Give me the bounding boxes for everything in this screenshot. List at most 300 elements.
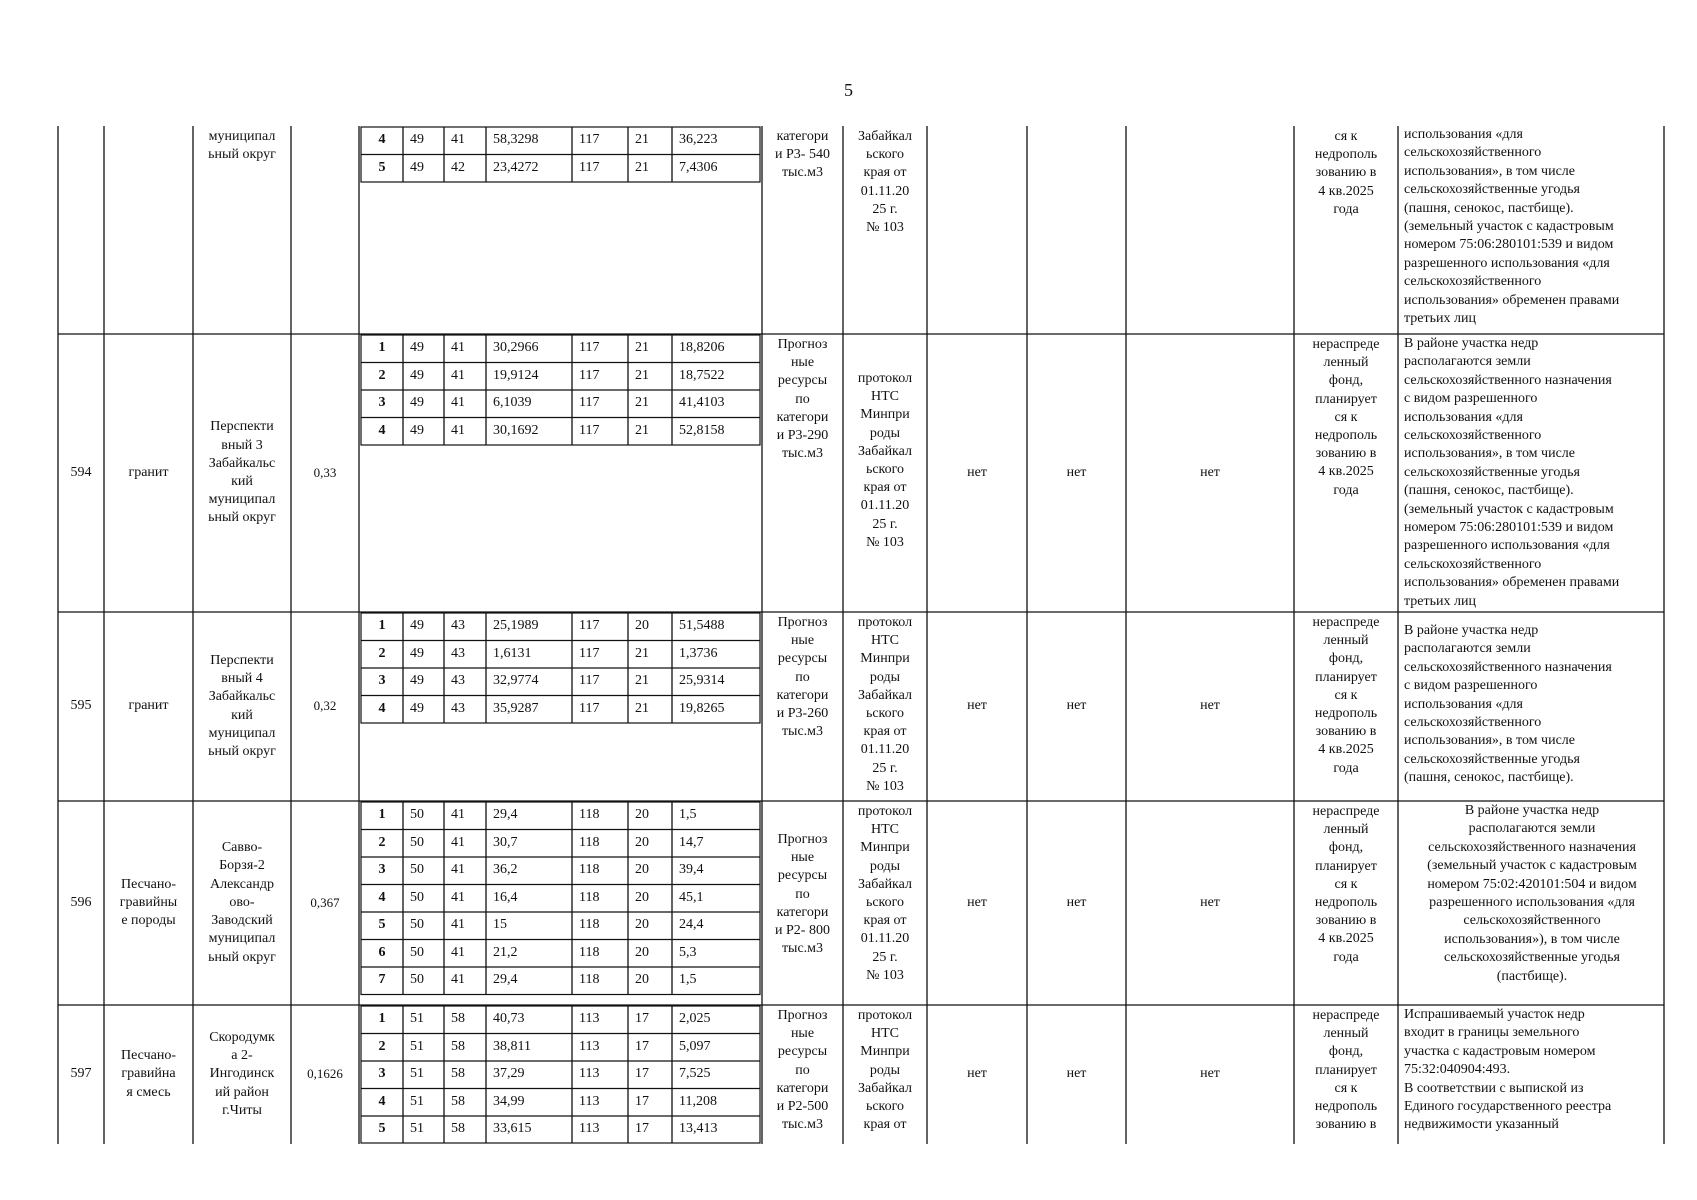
- description-line: сельскохозяйственного назначения: [1404, 372, 1612, 388]
- coord-value: 20: [635, 807, 649, 822]
- forecast-resources-line: по: [795, 886, 810, 902]
- coord-value: 36,223: [679, 132, 718, 147]
- coord-value: 15: [493, 917, 507, 932]
- protocol-info-line: края от: [863, 724, 907, 740]
- coord-value: 23,4272: [493, 159, 539, 175]
- fund-status-line: ленный: [1323, 633, 1369, 649]
- continued-protocol-line: ьского: [865, 147, 905, 163]
- coord-value: 113: [579, 1093, 600, 1109]
- coord-point-number: 1: [378, 1011, 386, 1026]
- coord-value: 41: [451, 917, 465, 932]
- coord-value: 20: [635, 862, 649, 877]
- coord-value: 20: [635, 944, 649, 960]
- continued-resources: [762, 128, 843, 188]
- forecast-resources-line: и Р2- 800: [775, 923, 830, 939]
- coord-value: 25,1989: [493, 618, 539, 633]
- description-line: (пашня, сенокос, пастбище).: [1404, 770, 1574, 786]
- coord-value: 13,413: [679, 1121, 718, 1136]
- description-line: разрешенного использования «для: [1404, 255, 1610, 271]
- protocol-info-line: протокол: [857, 371, 913, 386]
- coord-value: 113: [579, 1038, 600, 1054]
- description-line: сельскохозяйственные угодья: [1404, 464, 1580, 480]
- fund-status-line: планирует: [1315, 669, 1377, 685]
- coord-value: 21: [635, 645, 649, 661]
- forecast-resources-line: Прогноз: [777, 1008, 828, 1023]
- protocol-info: [843, 614, 927, 801]
- coord-value: 24,4: [679, 917, 704, 932]
- coord-value: 51: [410, 1066, 424, 1081]
- fund-status-line: года: [1333, 760, 1359, 776]
- coord-point-number: 4: [378, 1093, 386, 1109]
- description-line: Испрашиваемый участок недр: [1404, 1007, 1585, 1022]
- protocol-info-line: Забайкал: [858, 443, 912, 459]
- coord-value: 118: [579, 807, 600, 822]
- coord-value: 49: [410, 159, 424, 175]
- protocol-info-line: 25 г.: [872, 949, 898, 965]
- coord-value: 33,615: [493, 1121, 532, 1136]
- site-name-line: муниципал: [208, 725, 276, 741]
- continued-resources-line: и Р3- 540: [775, 147, 830, 163]
- coord-value: 21: [635, 673, 649, 688]
- description-line: сельскохозяйственного назначения: [1428, 839, 1636, 855]
- coord-value: 49: [410, 673, 424, 688]
- site-name-line: Скородумк: [209, 1029, 275, 1045]
- site-name-line: Заводский: [211, 913, 273, 929]
- fund-status-line: ленный: [1323, 1026, 1369, 1042]
- fund-status-line: недрополь: [1314, 706, 1378, 722]
- coord-value: 49: [410, 367, 424, 383]
- protocol-info-line: ьского: [865, 462, 905, 478]
- mineral-type-line: гранит: [128, 464, 169, 480]
- coord-point-number: 3: [378, 395, 386, 410]
- coord-value: 41: [451, 972, 465, 987]
- protocol-info-line: 25 г.: [872, 760, 898, 776]
- fund-status: [1294, 336, 1398, 612]
- coord-value: 34,99: [493, 1093, 525, 1109]
- site-name-line: муниципал: [208, 492, 276, 508]
- forecast-resources-line: по: [795, 391, 810, 407]
- protocol-info-line: № 103: [866, 778, 904, 794]
- protocol-info-line: Забайкал: [858, 687, 912, 703]
- coord-value: 16,4: [493, 889, 518, 905]
- forecast-resources: [762, 831, 843, 971]
- continued-district-line: муниципал: [208, 129, 276, 144]
- site-name-line: ьный округ: [208, 949, 276, 965]
- coord-value: 118: [579, 862, 600, 877]
- continued-district-line: ьный округ: [208, 147, 276, 163]
- coord-value: 19,8265: [679, 700, 725, 716]
- coord-value: 58: [451, 1093, 465, 1109]
- forecast-resources-line: ные: [790, 1026, 815, 1042]
- description-line: (земельный участок с кадастровым: [1404, 219, 1614, 235]
- coord-value: 43: [451, 673, 465, 688]
- coord-value: 19,9124: [493, 367, 539, 383]
- continued-status-line: года: [1333, 201, 1359, 217]
- coord-value: 118: [579, 917, 600, 932]
- site-name-line: Александр: [210, 876, 274, 892]
- coord-value: 50: [410, 834, 424, 850]
- row-number: 596: [70, 894, 92, 910]
- coord-value: 49: [410, 340, 424, 355]
- protocol-info-line: Минпри: [860, 1044, 910, 1060]
- coord-value: 5,3: [679, 944, 697, 960]
- continued-protocol-line: края от: [863, 165, 907, 181]
- description-line: (пашня, сенокос, пастбище).: [1404, 200, 1574, 216]
- fund-status-line: фонд,: [1328, 651, 1364, 667]
- site-name-line: Борзя-2: [219, 858, 265, 874]
- column-b-value: нет: [1066, 464, 1087, 480]
- fund-status: [1294, 614, 1398, 801]
- coord-value: 49: [410, 700, 424, 716]
- description-line: третьих лиц: [1404, 593, 1476, 609]
- description-line: использования» обременен правами: [1404, 575, 1620, 591]
- coord-value: 11,208: [679, 1093, 717, 1109]
- coord-point-number: 1: [378, 618, 386, 633]
- coord-point-number: 6: [378, 944, 386, 960]
- protocol-info-line: края от: [863, 913, 907, 929]
- fund-status-line: зованию в: [1315, 913, 1377, 929]
- coord-value: 20: [635, 618, 649, 633]
- protocol-info-line: ьского: [865, 1099, 905, 1115]
- forecast-resources-line: категори: [776, 409, 829, 425]
- coord-value: 41: [451, 889, 465, 905]
- coord-value: 14,7: [679, 834, 704, 850]
- coord-value: 21: [635, 367, 649, 383]
- site-name: [193, 334, 291, 612]
- description-line: (пашня, сенокос, пастбище).: [1404, 483, 1574, 499]
- forecast-resources-line: и Р2-500: [776, 1099, 829, 1115]
- coord-value: 36,2: [493, 862, 518, 877]
- site-name-line: ьный округ: [208, 510, 276, 526]
- land-description: [1404, 335, 1660, 612]
- coord-value: 41: [451, 862, 465, 877]
- site-name: [193, 1005, 291, 1144]
- site-name-line: Ингодинск: [209, 1066, 275, 1082]
- fund-status-line: нераспреде: [1312, 615, 1380, 630]
- coord-value: 43: [451, 645, 465, 661]
- fund-status-line: планирует: [1315, 858, 1377, 874]
- coord-value: 41: [451, 395, 465, 410]
- coord-value: 17: [635, 1011, 649, 1026]
- coord-value: 52,8158: [679, 422, 725, 438]
- fund-status-line: фонд,: [1328, 1044, 1364, 1060]
- protocol-info: [843, 803, 927, 1005]
- fund-status-line: планирует: [1315, 391, 1377, 407]
- coord-value: 21: [635, 395, 649, 410]
- description-line: номером 75:02:420101:504 и видом: [1427, 876, 1637, 892]
- continued-protocol-line: 25 г.: [872, 201, 898, 217]
- continued-status-line: зованию в: [1315, 165, 1377, 181]
- description-line: сельскохозяйственного: [1404, 556, 1542, 572]
- coord-value: 49: [410, 395, 424, 410]
- protocol-info-line: протокол: [857, 804, 913, 819]
- coord-value: 50: [410, 889, 424, 905]
- fund-status-line: года: [1333, 482, 1359, 498]
- description-line: использования «для: [1404, 409, 1523, 425]
- protocol-info-line: 01.11.20: [860, 742, 910, 758]
- coord-value: 41: [451, 367, 465, 383]
- forecast-resources-line: и Р3-290: [776, 428, 829, 444]
- description-line: использования», в том числе: [1404, 163, 1575, 179]
- row-number: 595: [70, 698, 92, 714]
- site-name-line: а 2-: [231, 1048, 253, 1064]
- mineral-type-line: гранит: [128, 698, 169, 714]
- coord-value: 40,73: [493, 1011, 525, 1026]
- coord-value: 49: [410, 618, 424, 633]
- fund-status-line: недрополь: [1314, 1099, 1378, 1115]
- forecast-resources-line: ресурсы: [777, 868, 828, 884]
- coord-value: 21: [635, 159, 649, 175]
- description-line: сельскохозяйственного назначения: [1404, 659, 1612, 675]
- coord-value: 5,097: [679, 1038, 711, 1054]
- protocol-info-line: края от: [863, 1117, 907, 1133]
- site-name-line: Забайкальс: [208, 689, 276, 705]
- site-name-line: Перспекти: [210, 652, 274, 668]
- protocol-info-line: Забайкал: [858, 876, 912, 892]
- forecast-resources-line: тыс.м3: [781, 941, 824, 957]
- description-line: располагаются земли: [1468, 821, 1596, 837]
- site-name-line: вный 3: [221, 437, 263, 453]
- continued-protocol-line: Забайкал: [858, 129, 912, 144]
- coord-point-number: 5: [378, 917, 386, 932]
- site-name-line: кий: [231, 707, 253, 723]
- fund-status-line: фонд,: [1328, 840, 1364, 856]
- coord-value: 7,525: [679, 1066, 711, 1081]
- description-line: номером 75:06:280101:539 и видом: [1404, 237, 1614, 253]
- fund-status-line: зованию в: [1315, 724, 1377, 740]
- mineral-type: [104, 334, 193, 612]
- protocol-info-line: ьского: [865, 706, 905, 722]
- coord-value: 58: [451, 1011, 465, 1026]
- forecast-resources-line: тыс.м3: [781, 724, 824, 740]
- description-line: сельскохозяйственного: [1404, 428, 1542, 444]
- land-description: [1404, 802, 1660, 1005]
- protocol-info-line: роды: [869, 858, 901, 874]
- coord-value: 29,4: [493, 972, 518, 987]
- coord-value: 117: [579, 645, 600, 661]
- mineral-type-line: Песчано-: [120, 1048, 176, 1064]
- page-number: 5: [844, 80, 853, 100]
- coord-value: 49: [410, 422, 424, 438]
- coord-value: 113: [579, 1066, 600, 1081]
- coord-value: 51: [410, 1038, 424, 1054]
- description-line: недвижимости указанный: [1404, 1117, 1559, 1133]
- area-value: 0,33: [313, 464, 337, 480]
- coord-point-number: 2: [378, 645, 386, 661]
- protocol-info-line: 01.11.20: [860, 931, 910, 947]
- coord-point-number: 2: [378, 834, 386, 850]
- protocol-info-line: края от: [863, 480, 907, 496]
- protocol-info-line: роды: [869, 425, 901, 441]
- protocol-info-line: роды: [869, 1062, 901, 1078]
- coord-value: 50: [410, 917, 424, 932]
- description-line: В районе участка недр: [1404, 623, 1539, 638]
- column-b-value: нет: [1066, 698, 1087, 714]
- coord-value: 118: [579, 889, 600, 905]
- protocol-info-line: НТС: [871, 822, 899, 838]
- coord-value: 18,7522: [679, 367, 725, 383]
- coord-value: 41: [451, 132, 465, 147]
- forecast-resources-line: категори: [776, 1080, 829, 1096]
- coord-point-number: 4: [378, 422, 386, 438]
- column-b-value: нет: [1066, 1066, 1087, 1082]
- description-line: (земельный участок с кадастровым: [1427, 858, 1637, 874]
- description-line: сельскохозяйственного: [1404, 145, 1542, 161]
- coord-value: 58: [451, 1038, 465, 1054]
- coord-value: 41: [451, 834, 465, 850]
- site-name-line: ий район: [215, 1084, 269, 1100]
- site-name-line: г.Читы: [222, 1102, 262, 1118]
- coord-value: 113: [579, 1011, 600, 1026]
- description-line: В районе участка недр: [1464, 803, 1600, 818]
- description-line: участка с кадастровым номером: [1404, 1043, 1596, 1059]
- forecast-resources-line: категори: [776, 904, 829, 920]
- coord-value: 43: [451, 618, 465, 633]
- description-line: сельскохозяйственного: [1404, 274, 1542, 290]
- coord-value: 49: [410, 645, 424, 661]
- coord-point-number: 7: [378, 972, 386, 987]
- fund-status-line: нераспреде: [1312, 804, 1380, 819]
- column-a-value: нет: [967, 464, 987, 480]
- site-name-line: вный 4: [221, 671, 263, 687]
- continued-status-line: 4 кв.2025: [1318, 183, 1374, 199]
- fund-status-line: ся к: [1334, 1080, 1358, 1096]
- coord-value: 21,2: [493, 944, 518, 960]
- coord-value: 50: [410, 972, 424, 987]
- continued-resources-line: тыс.м3: [781, 165, 824, 181]
- coord-value: 29,4: [493, 807, 518, 822]
- coord-value: 17: [635, 1066, 649, 1081]
- protocol-info-line: Забайкал: [858, 1080, 912, 1096]
- coord-value: 49: [410, 132, 424, 147]
- land-description: [1404, 1006, 1660, 1144]
- coord-value: 50: [410, 807, 424, 822]
- description-line: 75:32:040904:493.: [1404, 1062, 1511, 1078]
- description-line: использования» обременен правами: [1404, 292, 1620, 308]
- column-c-value: нет: [1200, 894, 1220, 910]
- mineral-type: [104, 612, 193, 801]
- continued-description: [1404, 126, 1660, 334]
- fund-status-line: 4 кв.2025: [1318, 464, 1374, 480]
- description-line: сельскохозяйственные угодья: [1404, 182, 1580, 198]
- forecast-resources-line: ные: [790, 850, 815, 866]
- coord-value: 30,2966: [493, 340, 539, 355]
- coord-value: 35,9287: [493, 700, 539, 716]
- fund-status-line: ся к: [1334, 687, 1358, 703]
- mineral-type-line: гравийна: [121, 1066, 176, 1082]
- fund-status-line: недрополь: [1314, 895, 1378, 911]
- protocol-info-line: № 103: [866, 534, 904, 550]
- coord-point-number: 1: [378, 340, 386, 355]
- coord-value: 51: [410, 1011, 424, 1026]
- protocol-info-line: роды: [869, 669, 901, 685]
- description-line: сельскохозяйственного: [1463, 913, 1601, 929]
- continued-status-line: недрополь: [1314, 147, 1378, 163]
- description-line: располагаются земли: [1404, 354, 1531, 370]
- continued-protocol: [843, 128, 927, 240]
- forecast-resources-line: тыс.м3: [781, 1117, 824, 1133]
- mineral-type-line: е породы: [121, 913, 176, 929]
- fund-status-line: ся к: [1334, 876, 1358, 892]
- coord-value: 25,9314: [679, 673, 725, 688]
- coord-value: 113: [579, 1121, 600, 1136]
- column-b-value: нет: [1066, 894, 1087, 910]
- description-line: использования», в том числе: [1404, 446, 1575, 462]
- protocol-info: [843, 370, 927, 612]
- protocol-info-line: № 103: [866, 967, 904, 983]
- coord-value: 20: [635, 972, 649, 987]
- coord-value: 39,4: [679, 862, 704, 877]
- coord-value: 51: [410, 1093, 424, 1109]
- coord-value: 118: [579, 972, 600, 987]
- land-description: [1404, 622, 1660, 801]
- fund-status: [1294, 1007, 1398, 1144]
- coord-value: 117: [579, 367, 600, 383]
- coord-value: 32,9774: [493, 673, 539, 688]
- description-line: с видом разрешенного: [1404, 678, 1538, 694]
- fund-status-line: ленный: [1323, 355, 1369, 371]
- forecast-resources: [762, 1007, 843, 1147]
- description-line: В районе участка недр: [1404, 336, 1539, 351]
- description-line: сельскохозяйственные угодья: [1404, 751, 1580, 767]
- forecast-resources-line: тыс.м3: [781, 446, 824, 462]
- coord-value: 117: [579, 132, 600, 147]
- area-value: 0,1626: [307, 1066, 343, 1082]
- protocol-info-line: Минпри: [860, 651, 910, 667]
- area-value: 0,367: [310, 894, 340, 910]
- description-line: Единого государственного реестра: [1404, 1099, 1612, 1115]
- description-line: использования», в том числе: [1404, 733, 1575, 749]
- protocol-info-line: НТС: [871, 389, 899, 405]
- coord-value: 118: [579, 944, 600, 960]
- site-name-line: Савво-: [221, 840, 263, 856]
- coord-value: 58,3298: [493, 132, 539, 147]
- coord-value: 117: [579, 159, 600, 175]
- forecast-resources-line: Прогноз: [777, 615, 828, 630]
- fund-status-line: нераспреде: [1312, 337, 1380, 352]
- description-line: использования «для: [1404, 127, 1523, 142]
- coord-value: 117: [579, 340, 600, 355]
- column-c-value: нет: [1200, 1066, 1220, 1082]
- site-name-line: кий: [231, 474, 253, 489]
- coord-point-number: 3: [378, 862, 386, 877]
- coord-value: 1,6131: [493, 645, 532, 661]
- mineral-type: [104, 801, 193, 1005]
- fund-status-line: года: [1333, 949, 1359, 965]
- protocol-info: [843, 1007, 927, 1144]
- continued-district: [193, 128, 291, 168]
- description-line: (пастбище).: [1496, 968, 1568, 984]
- forecast-resources-line: категори: [776, 687, 829, 703]
- fund-status-line: зованию в: [1315, 446, 1377, 462]
- coord-value: 37,29: [493, 1066, 525, 1081]
- coord-point-number: 4: [378, 889, 386, 905]
- coord-value: 117: [579, 395, 600, 410]
- coord-value: 58: [451, 1121, 465, 1136]
- fund-status-line: ся к: [1334, 409, 1358, 425]
- description-line: В соответствии с выпиской из: [1404, 1080, 1584, 1096]
- coord-value: 41: [451, 422, 465, 438]
- row-number: 594: [70, 464, 92, 480]
- continued-protocol-line: 01.11.20: [860, 183, 910, 199]
- coord-value: 41: [451, 807, 465, 822]
- coord-point-number: 2: [378, 367, 386, 383]
- forecast-resources-line: ресурсы: [777, 651, 828, 667]
- mineral-type: [104, 1005, 193, 1144]
- coord-value: 1,5: [679, 807, 697, 822]
- coord-value: 21: [635, 422, 649, 438]
- description-line: третьих лиц: [1404, 311, 1476, 327]
